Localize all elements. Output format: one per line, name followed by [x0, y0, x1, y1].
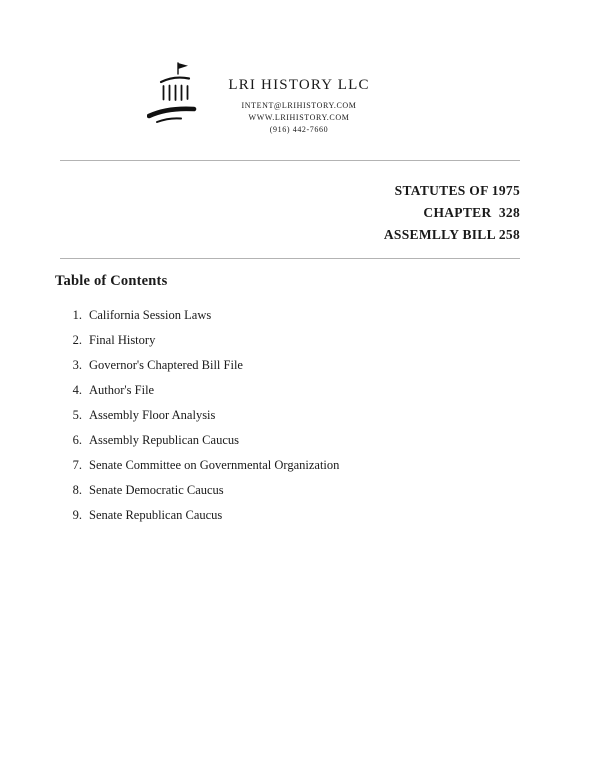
toc-item-number: 5.: [72, 408, 82, 422]
company-website: WWW.LRIHISTORY.COM: [248, 113, 350, 122]
toc-item-number: 7.: [72, 458, 82, 472]
toc-item-number: 1.: [72, 308, 82, 322]
letterhead: [222, 76, 376, 136]
toc-item-label: Final History: [89, 333, 156, 347]
capitol-logo-icon: [147, 60, 199, 138]
toc-item: [68, 453, 560, 478]
header-divider-line: [60, 160, 520, 161]
toc-item: [68, 353, 560, 378]
citation-divider-line: [60, 258, 520, 259]
toc-item: [68, 403, 560, 428]
toc-list: [68, 303, 560, 528]
toc-item-number: 6.: [72, 433, 82, 447]
toc-item-label: Governor's Chaptered Bill File: [89, 358, 243, 372]
toc-item-number: 8.: [72, 483, 82, 497]
toc-heading: Table of Contents: [55, 273, 168, 289]
toc-item: [68, 428, 560, 453]
toc-item: [68, 503, 560, 528]
toc-item-label: Senate Democratic Caucus: [89, 483, 224, 497]
toc-item-label: California Session Laws: [89, 308, 212, 322]
toc-item-number: 4.: [72, 383, 82, 397]
toc-item: [68, 378, 560, 403]
company-email: INTENT@LRIHISTORY.COM: [241, 101, 357, 110]
toc-item: [68, 303, 560, 328]
toc-item-label: Senate Committee on Governmental Organization: [89, 458, 340, 472]
toc-item: [68, 478, 560, 503]
toc-item-number: 3.: [72, 358, 82, 372]
company-name: LRI HISTORY LLC: [228, 77, 370, 93]
toc-item: [68, 328, 560, 353]
toc-item-number: 2.: [72, 333, 82, 347]
toc-item-label: Assembly Republican Caucus: [89, 433, 239, 447]
toc-item-number: 9.: [72, 508, 82, 522]
toc-item-label: Assembly Floor Analysis: [89, 408, 216, 422]
chapter-line: CHAPTER 328: [423, 205, 520, 220]
statutes-line: STATUTES OF 1975: [394, 183, 520, 198]
citation-block: [384, 180, 520, 246]
bill-line: ASSEMLLY BILL 258: [383, 227, 520, 242]
company-phone: (916) 442-7660: [269, 125, 329, 134]
toc-item-label: Author's File: [89, 383, 155, 397]
toc-item-label: Senate Republican Caucus: [89, 508, 223, 522]
